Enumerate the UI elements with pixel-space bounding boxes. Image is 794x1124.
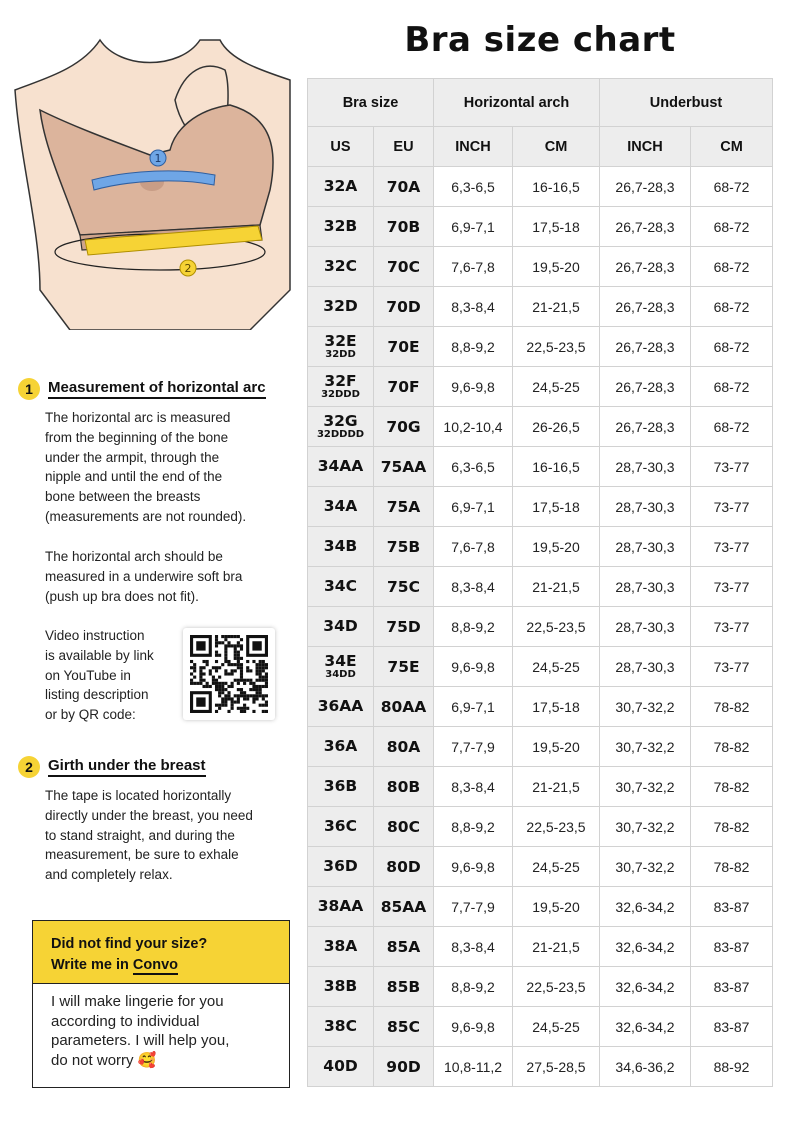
us-size-cell [308,327,374,367]
arch-inch-cell: 10,8-11,2 [434,1047,513,1087]
underbust-inch-cell: 32,6-34,2 [600,1007,691,1047]
arch-cm-cell: 24,5-25 [513,647,600,687]
arch-cm-cell: 19,5-20 [513,887,600,927]
table-row [308,607,773,647]
underbust-inch-cell: 28,7-30,3 [600,607,691,647]
underbust-cm-cell: 68-72 [691,247,773,287]
us-size: 36B [323,777,358,795]
svg-text:1: 1 [154,152,162,165]
us-size: 32E [324,331,357,350]
underbust-cm-cell: 68-72 [691,367,773,407]
convo-link[interactable]: Convo [132,957,179,973]
eu-size-cell: 70A [374,167,434,207]
section-2-title: Girth under the breast [48,757,206,777]
arch-inch-cell: 8,8-9,2 [434,327,513,367]
underbust-cm-cell: 73-77 [691,487,773,527]
table-row [308,487,773,527]
us-size: 38AA [317,897,364,915]
arch-inch-cell: 8,3-8,4 [434,287,513,327]
arch-cm-cell: 21-21,5 [513,287,600,327]
eu-size-cell: 70E [374,327,434,367]
underbust-inch-cell: 26,7-28,3 [600,247,691,287]
arch-inch-cell: 8,3-8,4 [434,767,513,807]
us-size: 34AA [317,457,364,475]
header-bra-size: Bra size [308,79,434,127]
us-size: 40D [323,1057,358,1075]
us-size: 34A [323,497,358,515]
underbust-inch-cell: 30,7-32,2 [600,847,691,887]
eu-size-cell: 80B [374,767,434,807]
eu-size-cell: 75B [374,527,434,567]
underbust-inch-cell: 26,7-28,3 [600,207,691,247]
eu-size-cell: 85A [374,927,434,967]
arch-inch-cell: 7,6-7,8 [434,247,513,287]
arch-inch-cell: 8,8-9,2 [434,967,513,1007]
table-row [308,727,773,767]
arch-inch-cell: 9,6-9,8 [434,647,513,687]
table-row [308,527,773,567]
arch-inch-cell: 6,9-7,1 [434,207,513,247]
table-row [308,687,773,727]
table-row [308,807,773,847]
underbust-inch-cell: 28,7-30,3 [600,447,691,487]
section-2-header [18,756,206,778]
us-size-cell [308,847,374,887]
eu-size-cell: 75E [374,647,434,687]
us-size: 32G [323,411,358,430]
us-size-cell [308,567,374,607]
us-size: 34C [324,577,357,595]
section-2-paragraph: The tape is located horizontally directly under the breast, you need to stand straight, and during the measurement, be sure to exhale and completely relax. [45,788,253,883]
svg-text:2: 2 [184,262,192,275]
us-alt-size: 32DD [325,348,356,360]
arch-cm-cell: 22,5-23,5 [513,607,600,647]
eu-size-cell: 85AA [374,887,434,927]
arch-cm-cell: 19,5-20 [513,727,600,767]
us-size-cell [308,927,374,967]
eu-size-cell: 70B [374,207,434,247]
eu-size-cell: 70C [374,247,434,287]
underbust-cm-cell: 73-77 [691,527,773,567]
eu-size-cell: 85B [374,967,434,1007]
underbust-inch-cell: 30,7-32,2 [600,767,691,807]
underbust-inch-cell: 30,7-32,2 [600,807,691,847]
underbust-cm-cell: 68-72 [691,407,773,447]
underbust-inch-cell: 26,7-28,3 [600,167,691,207]
table-row [308,287,773,327]
underbust-cm-cell: 73-77 [691,447,773,487]
table-row [308,567,773,607]
underbust-cm-cell: 78-82 [691,807,773,847]
section-2-number: 2 [18,756,40,778]
header-us: US [308,127,374,167]
underbust-inch-cell: 30,7-32,2 [600,727,691,767]
arch-cm-cell: 21-21,5 [513,927,600,967]
arch-inch-cell: 9,6-9,8 [434,847,513,887]
underbust-cm-cell: 73-77 [691,567,773,607]
underbust-inch-cell: 26,7-28,3 [600,327,691,367]
underbust-cm-cell: 68-72 [691,167,773,207]
section-1-header [18,378,266,400]
arch-cm-cell: 24,5-25 [513,1007,600,1047]
arch-inch-cell: 10,2-10,4 [434,407,513,447]
table-row [308,447,773,487]
underbust-cm-cell: 78-82 [691,767,773,807]
table-row [308,407,773,447]
arch-inch-cell: 8,8-9,2 [434,807,513,847]
us-size: 38C [324,1017,357,1035]
measurement-illustration [0,30,300,330]
arch-cm-cell: 26-26,5 [513,407,600,447]
underbust-cm-cell: 78-82 [691,687,773,727]
us-size-cell [308,527,374,567]
underbust-cm-cell: 83-87 [691,927,773,967]
arch-inch-cell: 9,6-9,8 [434,367,513,407]
us-size: 32A [323,177,358,195]
underbust-cm-cell: 83-87 [691,887,773,927]
us-size: 34B [323,537,358,555]
arch-cm-cell: 24,5-25 [513,847,600,887]
callout-line-2: Write me in Convo [51,957,179,973]
us-size: 32F [324,371,357,390]
eu-size-cell: 75A [374,487,434,527]
arch-inch-cell: 8,8-9,2 [434,607,513,647]
table-row [308,1047,773,1087]
underbust-cm-cell: 68-72 [691,287,773,327]
arch-cm-cell: 19,5-20 [513,247,600,287]
arch-cm-cell: 17,5-18 [513,207,600,247]
eu-size-cell: 80C [374,807,434,847]
arch-cm-cell: 24,5-25 [513,367,600,407]
us-size: 34E [324,651,357,670]
underbust-inch-cell: 28,7-30,3 [600,487,691,527]
us-size-cell [308,967,374,1007]
us-size: 36C [324,817,357,835]
table-row [308,167,773,207]
eu-size-cell: 85C [374,1007,434,1047]
underbust-inch-cell: 28,7-30,3 [600,567,691,607]
us-size-cell [308,367,374,407]
underbust-cm-cell: 78-82 [691,727,773,767]
table-row [308,887,773,927]
header-underbust-cm: CM [691,127,773,167]
us-size-cell [308,887,374,927]
arch-cm-cell: 19,5-20 [513,527,600,567]
arch-inch-cell: 7,7-7,9 [434,727,513,767]
table-row [308,327,773,367]
header-underbust-inch: INCH [600,127,691,167]
us-size: 36A [323,737,358,755]
table-group-header-row [308,79,773,127]
underbust-inch-cell: 32,6-34,2 [600,967,691,1007]
callout-body: I will make lingerie for you according to individual parameters. I will help you, do not worry 🥰 [51,993,230,1069]
arch-inch-cell: 8,3-8,4 [434,927,513,967]
section-1-number: 1 [18,378,40,400]
section-1-paragraph-3: Video instruction is available by link on YouTube in listing description or by QR code: [45,628,154,723]
arch-cm-cell: 21-21,5 [513,567,600,607]
table-row [308,767,773,807]
qr-code-icon [190,635,268,713]
us-size-cell [308,167,374,207]
table-row [308,247,773,287]
arch-cm-cell: 22,5-23,5 [513,327,600,367]
us-alt-size: 32DDD [321,388,360,400]
table-row [308,367,773,407]
bra-figure-icon [0,30,300,330]
header-arch-cm: CM [513,127,600,167]
section-1-title: Measurement of horizontal arc [48,379,266,399]
table-row [308,847,773,887]
us-size-cell [308,727,374,767]
us-size-cell [308,1047,374,1087]
us-size: 36AA [317,697,364,715]
underbust-cm-cell: 73-77 [691,607,773,647]
header-horizontal-arch: Horizontal arch [434,79,600,127]
us-size: 34D [323,617,358,635]
us-alt-size: 34DD [325,668,356,680]
arch-inch-cell: 8,3-8,4 [434,567,513,607]
arch-inch-cell: 9,6-9,8 [434,1007,513,1047]
us-size-cell [308,207,374,247]
us-size: 38B [323,977,358,995]
underbust-cm-cell: 88-92 [691,1047,773,1087]
callout-header [33,921,289,984]
us-size: 32D [323,297,358,315]
us-size-cell [308,247,374,287]
us-size: 32B [323,217,358,235]
eu-size-cell: 80A [374,727,434,767]
underbust-inch-cell: 32,6-34,2 [600,927,691,967]
eu-size-cell: 70F [374,367,434,407]
custom-size-callout [32,920,290,1088]
table-row [308,207,773,247]
underbust-cm-cell: 68-72 [691,207,773,247]
eu-size-cell: 75D [374,607,434,647]
table-row [308,967,773,1007]
eu-size-cell: 80AA [374,687,434,727]
us-size-cell [308,447,374,487]
arch-inch-cell: 6,9-7,1 [434,687,513,727]
underbust-cm-cell: 83-87 [691,967,773,1007]
underbust-inch-cell: 26,7-28,3 [600,367,691,407]
underbust-cm-cell: 78-82 [691,847,773,887]
us-size-cell [308,647,374,687]
underbust-inch-cell: 28,7-30,3 [600,527,691,567]
header-eu: EU [374,127,434,167]
arch-inch-cell: 6,3-6,5 [434,447,513,487]
table-subheader-row [308,127,773,167]
us-size: 38A [323,937,358,955]
section-1-paragraph-2: The horizontal arch should be measured in a underwire soft bra (push up bra does not fit). [45,549,243,604]
section-1-paragraph-1: The horizontal arc is measured from the beginning of the bone under the armpit, through the nipple and until the end of the bone between the breasts (measurements are not rounded). [45,410,247,524]
underbust-cm-cell: 83-87 [691,1007,773,1047]
underbust-inch-cell: 28,7-30,3 [600,647,691,687]
us-size-cell [308,687,374,727]
us-size-cell [308,807,374,847]
table-row [308,927,773,967]
arch-cm-cell: 17,5-18 [513,487,600,527]
us-size-cell [308,407,374,447]
eu-size-cell: 70G [374,407,434,447]
table-row [308,1007,773,1047]
us-size: 32C [324,257,357,275]
us-size-cell [308,607,374,647]
us-size-cell [308,287,374,327]
eu-size-cell: 70D [374,287,434,327]
eu-size-cell: 75AA [374,447,434,487]
arch-cm-cell: 16-16,5 [513,447,600,487]
arch-inch-cell: 7,6-7,8 [434,527,513,567]
page-title: Bra size chart [404,20,676,60]
size-table [307,78,773,1087]
us-size: 36D [323,857,358,875]
table-row [308,647,773,687]
eu-size-cell: 75C [374,567,434,607]
underbust-inch-cell: 32,6-34,2 [600,887,691,927]
arch-inch-cell: 6,3-6,5 [434,167,513,207]
underbust-inch-cell: 26,7-28,3 [600,407,691,447]
eu-size-cell: 80D [374,847,434,887]
header-underbust: Underbust [600,79,773,127]
arch-cm-cell: 16-16,5 [513,167,600,207]
header-arch-inch: INCH [434,127,513,167]
callout-line-1: Did not find your size? [51,936,208,952]
underbust-inch-cell: 34,6-36,2 [600,1047,691,1087]
arch-inch-cell: 6,9-7,1 [434,487,513,527]
arch-cm-cell: 17,5-18 [513,687,600,727]
us-size-cell [308,767,374,807]
us-size-cell [308,1007,374,1047]
qr-code[interactable] [183,628,275,720]
underbust-inch-cell: 26,7-28,3 [600,287,691,327]
smiling-hearts-emoji-icon: 🥰 [137,1051,157,1069]
arch-cm-cell: 27,5-28,5 [513,1047,600,1087]
underbust-cm-cell: 73-77 [691,647,773,687]
underbust-inch-cell: 30,7-32,2 [600,687,691,727]
arch-cm-cell: 22,5-23,5 [513,807,600,847]
underbust-cm-cell: 68-72 [691,327,773,367]
arch-cm-cell: 22,5-23,5 [513,967,600,1007]
arch-inch-cell: 7,7-7,9 [434,887,513,927]
us-size-cell [308,487,374,527]
eu-size-cell: 90D [374,1047,434,1087]
us-alt-size: 32DDDD [316,428,365,440]
arch-cm-cell: 21-21,5 [513,767,600,807]
